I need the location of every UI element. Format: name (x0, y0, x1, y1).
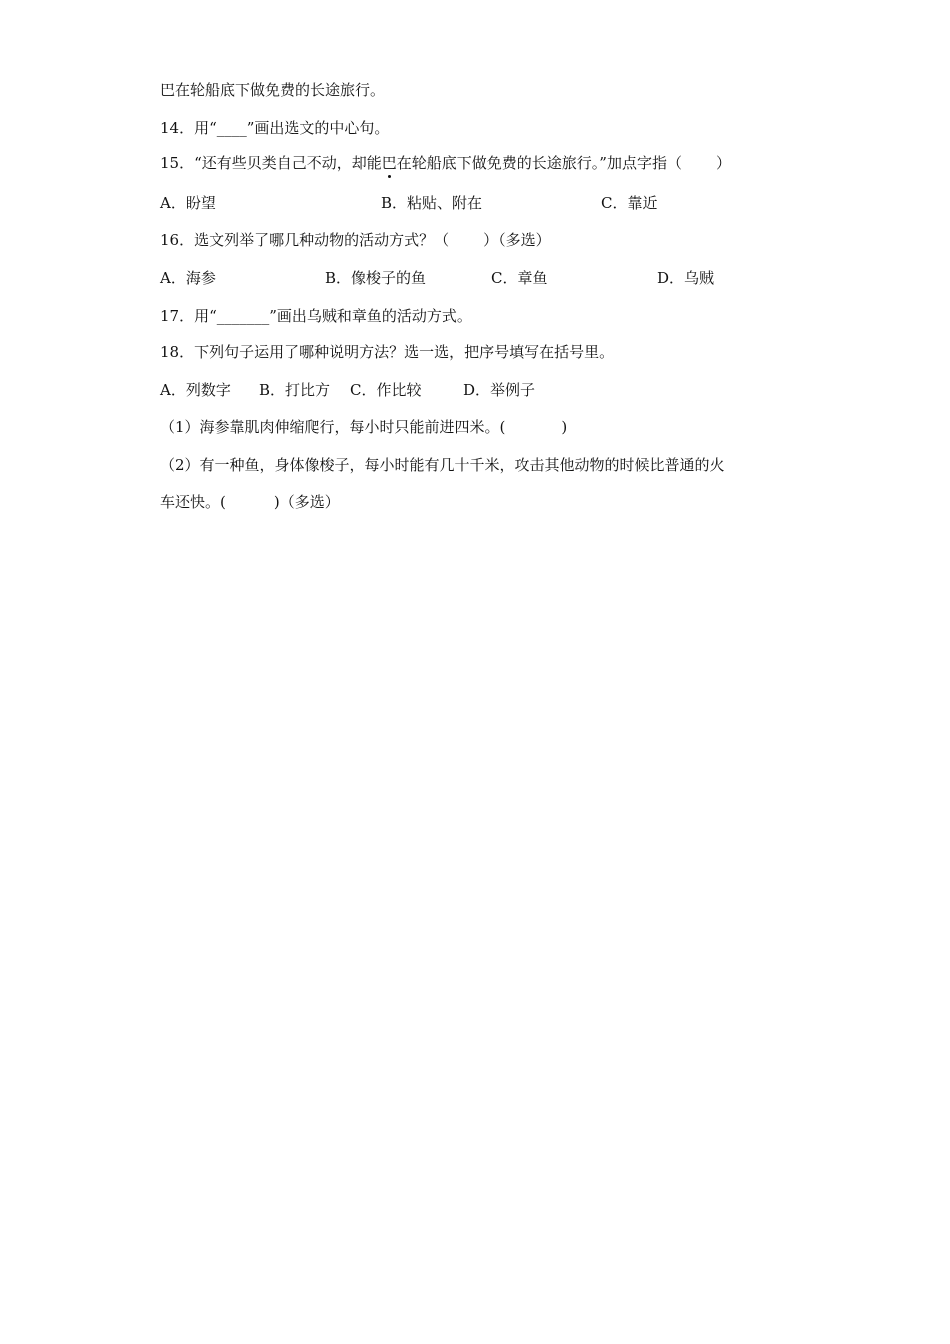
q16-option-d: D．乌贼 (657, 269, 715, 287)
q18-sub-1 (160, 417, 567, 437)
q16-option-b: B．像梭子的鱼 (325, 269, 427, 287)
question-17 (160, 306, 472, 326)
q15-dotted-char: 巴 (381, 154, 397, 172)
q15-option-c: C．靠近 (601, 194, 658, 212)
q16-close: ）（多选） (483, 231, 551, 249)
q16-option-a: A．海参 (160, 269, 216, 287)
q18-sub2-line2: 车还快。( (160, 493, 226, 511)
q18-sub1-text: （1）海参靠肌肉伸缩爬行，每小时只能前进四米。( (160, 418, 506, 436)
q17-blank: _______ (216, 307, 270, 325)
q18-option-d: D．举例子 (463, 381, 536, 399)
q18-sub-2-line-2 (160, 492, 340, 512)
q15-option-b: B．粘贴、附在 (381, 194, 483, 212)
q18-sub2-close: )（多选） (273, 493, 340, 511)
q14-prefix: 14．用“ (160, 119, 217, 137)
q18-sub-2-line-1: （2）有一种鱼，身体像梭子，每小时能有几十千米，攻击其他动物的时候比普通的火 (160, 456, 725, 474)
intro-line: 巴在轮船底下做免费的长途旅行。 (160, 81, 386, 99)
q15-close: ） (715, 154, 731, 172)
q16-text: 16．选文列举了哪几种动物的活动方式？（ (160, 231, 450, 249)
question-14 (160, 118, 389, 138)
question-18: 18．下列句子运用了哪种说明方法？选一选，把序号填写在括号里。 (160, 343, 615, 361)
q14-suffix: ”画出选文的中心句。 (246, 119, 390, 137)
q16-option-c: C．章鱼 (491, 269, 548, 287)
q15-option-a: A．盼望 (160, 194, 216, 212)
q15-suffix: 在轮船底下做免费的长途旅行。”加点字指（ (396, 154, 682, 172)
q17-suffix: ”画出乌贼和章鱼的活动方式。 (269, 307, 472, 325)
q18-option-a: A．列数字 (160, 381, 231, 399)
q14-blank: ____ (216, 119, 247, 137)
q15-prefix: 15．“还有些贝类自己不动，却能 (160, 154, 382, 172)
q18-option-c: C．作比较 (350, 381, 422, 399)
q18-sub1-close: ) (561, 418, 568, 436)
question-15 (160, 153, 731, 173)
question-16 (160, 230, 551, 250)
q18-option-b: B．打比方 (259, 381, 331, 399)
q17-prefix: 17．用“ (160, 307, 217, 325)
